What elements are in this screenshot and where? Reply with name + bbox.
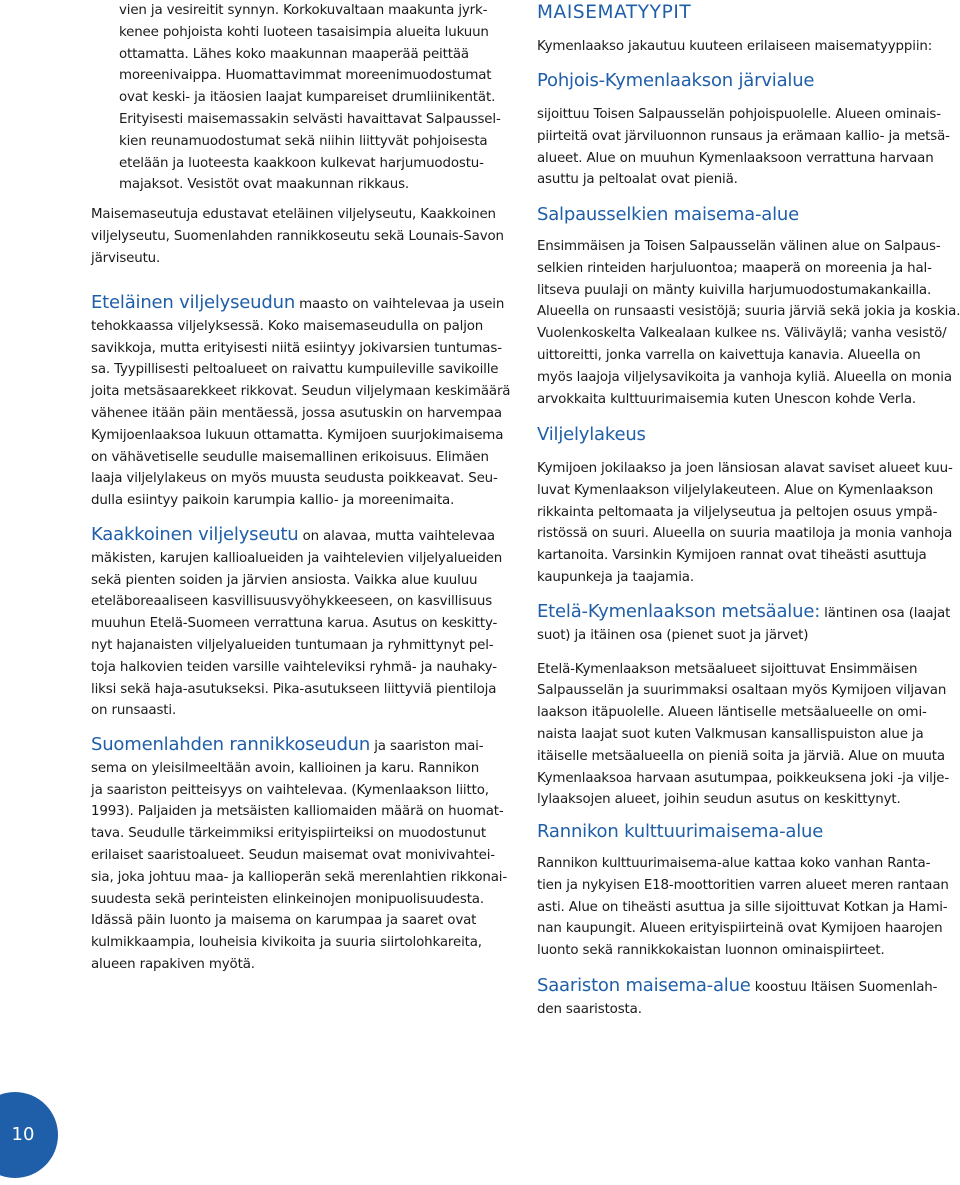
text-line: ottamatta. Lähes koko maakunnan maaperää peittää (119, 46, 469, 62)
maisemaseutuja-paragraph (91, 204, 504, 269)
viljelylakeus-section (537, 424, 953, 589)
page-number: 10 (11, 1124, 35, 1145)
section-heading: Suomenlahden rannikkoseudun (91, 734, 371, 755)
text-line: Idässä päin luonto ja maisema on karumpaa ja saaret ovat (91, 913, 477, 929)
section-heading: Pohjois-Kymenlaakson järvialue (537, 70, 815, 91)
kaakkoinen-section (91, 524, 502, 722)
metsaalue-section (537, 601, 950, 811)
text-line: toja halkovien teiden varsille vaihteleviksi ryhmä- ja nauhaky- (91, 659, 497, 675)
text-line: on vähävetiselle seudulle maisemallinen erikoisuus. Elimäen (91, 449, 489, 465)
pohjois-section (537, 70, 950, 191)
text-line: tehokkaassa viljelyksessä. Koko maisemaseudulla on paljon (91, 318, 484, 334)
text-line: ristössä on suuri. Alueella on suuria maatiloja ja monia vanhoja (537, 526, 953, 542)
text-line: nan kaupungit. Alueen erityispiirteinä ovat Kymijoen haarojen (537, 921, 943, 937)
text-line: Ensimmäisen ja Toisen Salpausselän välinen alue on Salpaus- (537, 239, 941, 254)
text-line: dulla esiintyy paikoin karumpia kallio- ja moreenimaita. (91, 493, 455, 509)
text-line: erilaiset saaristoalueet. Seudun maisemat ovat monivivahtei- (91, 847, 495, 863)
text-line (91, 734, 507, 758)
maisematyypit-header (537, 2, 691, 24)
text-line: naista laajat suot kuten Valkmusan kansallispuiston alue ja (537, 726, 924, 742)
text-inline: ja saariston mai- (370, 739, 484, 754)
text-inline: on alavaa, mutta vaihtelevaa (298, 529, 495, 544)
text-line: Salpausselän ja suurimmaksi osaltaan myös Kymijoen viljavan (537, 683, 947, 699)
text-line: joita metsäsaarekkeet rikkovat. Seudun viljelymaan keskimäärä (91, 384, 511, 400)
text-line: litseva puulaji on mänty kuivilla harjumuodostumakankailla. (537, 282, 932, 298)
text-line: sekä pienten soiden ja järvien ansiosta. Vaikka alue kuuluu (91, 572, 478, 588)
text-line: suot) ja itäinen osa (pienet suot ja järvet) (537, 627, 809, 643)
text-line: Maisemaseutuja edustavat eteläinen viljelyseutu, Kaakkoinen (91, 207, 496, 222)
text-line: kaupunkeja ja taajamia. (537, 569, 694, 585)
text-line: Kymenlaaksoa harvaan asutumpaa, poikkeuksena joki -ja vilje- (537, 770, 950, 786)
text-line: vien ja vesireitit synnyn. Korkokuvaltaan maakunta jyrk- (119, 3, 488, 18)
text-line: Kymijoen jokilaakso ja joen länsiosan alavat saviset alueet kuu- (537, 461, 953, 476)
text-line: asti. Alue on tiheästi asuttua ja sille sijoittuvat Kotkan ja Hami- (537, 899, 948, 915)
text-line: nyt hajanaisten viljelyalueiden tuntumaan ja ryhmittynyt pel- (91, 637, 494, 653)
etelainen-section (91, 292, 510, 512)
text-line: Vuolenkoskelta Valkealaan kulkee ns. Väliväylä; vanha vesistö/ (537, 326, 947, 342)
text-line: lylaaksojen alueet, joihin seudun asutus on keskittynyt. (537, 792, 901, 808)
text-line (91, 524, 502, 548)
text-line: rikkainta peltomaata ja viljelyseutua ja peltojen osuus ympä- (537, 504, 938, 520)
section-heading: Salpausselkien maisema-alue (537, 204, 799, 225)
text-line: majaksot. Vesistöt ovat maakunnan rikkaus. (119, 177, 410, 193)
text-line: piirteitä ovat järviluonnon runsaus ja erämaan kallio- ja metsä- (537, 128, 950, 144)
text-line: myös laajoja viljelysavikoita ja vanhoja kyliä. Alueella on monia (537, 369, 952, 385)
text-line: kien reunamuodostumat sekä niihin liittyvät pohjoisesta (119, 133, 488, 149)
text-line: Kymijoenlaaksoa lukuun ottamatta. Kymijoen suurjokimaisema (91, 427, 504, 443)
section-heading: Saariston maisema-alue (537, 975, 751, 996)
text-line: Etelä-Kymenlaakson metsäalueet sijoittuvat Ensimmäisen (537, 661, 918, 677)
section-heading: Eteläinen viljelyseudun (91, 292, 296, 313)
text-line: alueet. Alue on muuhun Kymenlaaksoon verrattuna harvaan (537, 150, 934, 166)
rannikon-section (537, 821, 949, 962)
text-line: asuttu ja peltoalat ovat pieniä. (537, 172, 738, 188)
text-line: luvat Kymenlaakson viljelylakeuteen. Alue on Kymenlaakson (537, 482, 934, 498)
text-line: arvokkaita kulttuurimaisemia kuten Unescon kohde Verla. (537, 391, 917, 407)
page-title: MAISEMATYYPIT (537, 2, 692, 23)
intro-paragraph (91, 0, 501, 196)
text-line: Alueella on runsaasti vesistöjä; suuria järviä sekä jokia ja koskia. (537, 304, 960, 320)
text-line: kartanoita. Varsinkin Kymijoen rannat ovat tiheästi asuttuja (537, 548, 927, 564)
text-line: kulmikkaampia, louheisia kivikoita ja suuria siirtolohkareita, (91, 935, 482, 951)
text-inline: koostuu Itäisen Suomenlah- (750, 980, 938, 995)
text-line: sijoittuu Toisen Salpausselän pohjoispuolelle. Alueen ominais- (537, 107, 941, 122)
saariston-section (537, 975, 937, 1021)
text-line: uittoreitti, jonka varrella on kaivettuja kanavia. Alueella on (537, 347, 921, 363)
text-line: ovat keski- ja itäosien laajat kumpareiset drumliinikentät. (119, 90, 496, 106)
intro-line (537, 36, 932, 58)
text-line: mäkisten, karujen kallioalueiden ja vaihtelevien viljelyalueiden (91, 550, 503, 566)
text-line: Erityisesti maisemassakin selvästi havaittavat Salpaussel- (119, 111, 501, 127)
text-line: sia, joka johtuu maa- ja kallioperän sekä merenlahtien rikkonai- (91, 869, 508, 885)
text-line: selkien rinteiden harjuluontoa; maaperä on moreenia ja hal- (537, 260, 932, 276)
text-line: ja saariston peitteisyys on vaihtelevaa. (Kymenlaakson liitto, (91, 782, 489, 798)
text-line: suudesta sekä perinteisten elinkeinojen monipuolisuudesta. (91, 891, 484, 907)
text-line: viljelyseutu, Suomenlahden rannikkoseutu sekä Lounais-Savon (91, 228, 504, 244)
text-line (537, 601, 950, 625)
text-line: sa. Tyypillisesti peltoalueet on raivattu kumpuileville savikoille (91, 362, 499, 378)
text-line: 1993). Paljaiden ja metsäisten kalliomaiden määrä on huomat- (91, 804, 504, 820)
text-inline: läntinen osa (laajat (820, 606, 951, 621)
text-line: kenee pohjoista kohti luoteen tasaisimpia alueita lukuun (119, 24, 489, 40)
text-line: laaja viljelylakeus on myös muusta seudusta poikkeavat. Seu- (91, 471, 498, 487)
text-line: luonto sekä rannikkokaistan luonnon ominaispiirteet. (537, 943, 885, 959)
text-line: Kymenlaakso jakautuu kuuteen erilaiseen maisematyyppiin: (537, 39, 933, 54)
text-line: sema on yleisilmeeltään avoin, kallioinen ja karu. Rannikon (91, 760, 480, 776)
suomenlahden-section (91, 734, 507, 976)
text-line: vähenee itään päin mentäessä, jossa asutuskin on harvempaa (91, 405, 502, 421)
text-line: tava. Seudulle tärkeimmiksi erityispiirteiksi on muodostunut (91, 826, 486, 842)
text-line (91, 292, 510, 316)
text-line: liksi sekä haja-asutukseksi. Pika-asutukseen liittyviä pientiloja (91, 681, 497, 697)
text-line: moreenivaippa. Huomattavimmat moreenimuodostumat (119, 68, 492, 84)
text-line: muuhun Etelä-Suomeen verrattuna karua. Asutus on keskitty- (91, 616, 498, 632)
salpausselkien-section (537, 204, 960, 410)
text-line: Rannikon kulttuurimaisema-alue kattaa koko vanhan Ranta- (537, 856, 931, 871)
text-line: järviseutu. (91, 250, 161, 266)
text-line: den saaristosta. (537, 1001, 642, 1017)
text-line: tien ja nykyisen E18-moottoritien varren alueet meren rantaan (537, 877, 949, 893)
section-heading: Rannikon kulttuurimaisema-alue (537, 821, 824, 842)
text-line: eteläboreaaliseen kasvillisuusvyöhykkeeseen, on kasvillisuus (91, 594, 493, 610)
section-heading: Kaakkoinen viljelyseutu (91, 524, 299, 545)
text-line: savikkoja, mutta erityisesti niitä esiintyy jokivarsien tuntumas- (91, 340, 502, 356)
text-line: on runsaasti. (91, 703, 177, 719)
text-line: alueen rapakiven myötä. (91, 956, 255, 972)
text-line: itäiselle metsäalueella on pieniä soita ja järviä. Alue on muuta (537, 748, 945, 764)
text-line (537, 975, 937, 999)
section-heading: Etelä-Kymenlaakson metsäalue: (537, 601, 821, 622)
text-line: etelään ja luoteesta kaakkoon kulkevat harjumuodostu- (119, 155, 484, 171)
text-inline: maasto on vaihtelevaa ja usein (295, 297, 505, 312)
section-heading: Viljelylakeus (537, 424, 646, 445)
text-line: laakson itäpuolelle. Alueen läntiselle metsäalueelle on omi- (537, 705, 927, 721)
